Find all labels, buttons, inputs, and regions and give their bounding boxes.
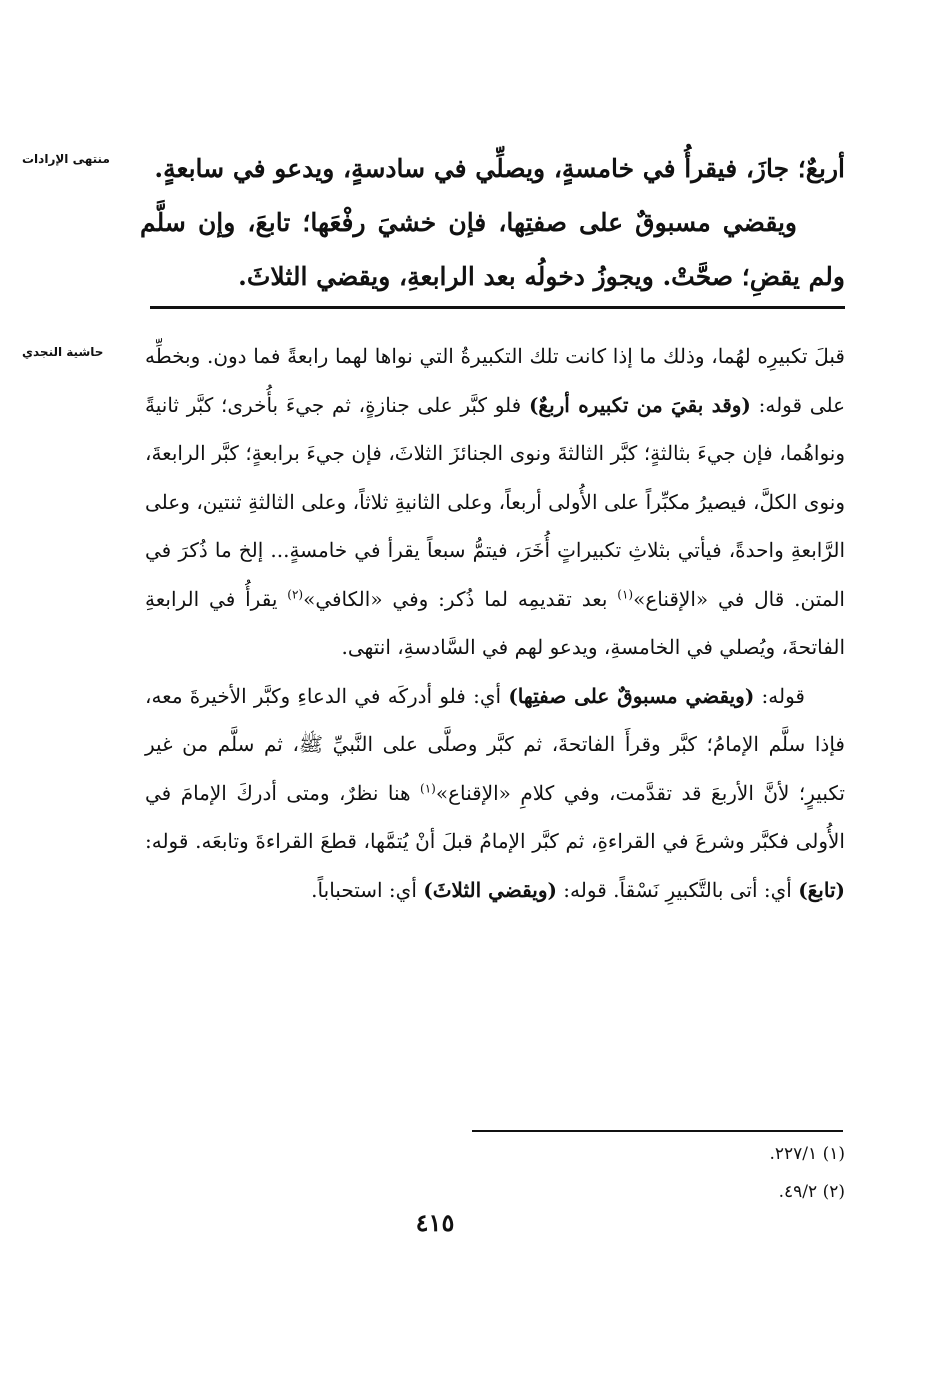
matn-paragraph-1: أربعٌ؛ جازَ، فيقرأُ في خامسةٍ، ويصلِّي في سادسةٍ، ويدعو في سابعةٍ. bbox=[154, 154, 845, 183]
hashiya-paragraph-1 bbox=[145, 332, 845, 672]
hashiya-p2-bold-quote-1: (ويقضي مسبوقٌ على صفتِها) bbox=[508, 683, 755, 708]
hashiya-p2-text-2: أي: فلو أدركَه في الدعاءِ وكبَّر الأخيرةَ معه، فإذا سلَّم الإمامُ؛ كبَّر وقرأَ الفاتحةَ، ثم كبَّر وصلَّى على النَّبيِّ ﷺ، ثم سلَّم من غير تكبيرٍ؛ لأنَّ الأربعَ قد تقدَّمت، وفي كلامِ «الإقناع» bbox=[145, 683, 845, 805]
footnote-divider-rule bbox=[472, 1130, 843, 1132]
hashiya-p2-text-3: هنا نظرٌ، ومتى أدركَ الإمامَ في الأُولى فكبَّر وشرعَ في القراءةِ، ثم كبَّر الإمامُ قبلَ أنْ يُتمَّها، قطعَ القراءةَ وتابعَه. قوله: bbox=[145, 780, 845, 853]
hashiya-p1-bold-quote: (وقد بقيَ من تكبيره أربعٌ) bbox=[528, 392, 751, 417]
footnote-ref-1: (١) bbox=[617, 586, 634, 601]
matn-side-label: منتهى الإرادات bbox=[22, 152, 110, 166]
hashiya-side-label: حاشية النجدي bbox=[22, 345, 104, 359]
section-divider-rule bbox=[150, 306, 845, 309]
hashiya-p2-bold-quote-3: (ويقضي الثلاثَ) bbox=[423, 877, 557, 902]
matn-text-block bbox=[140, 142, 845, 304]
footnote-2: (٢) ٤٩/٢. bbox=[778, 1182, 845, 1202]
hashiya-p1-text-2: فلو كبَّر على جنازةٍ، ثم جيءَ بأُخرى؛ كبَّر ثانيةً ونواهُما، فإن جيءَ بثالثةٍ؛ كبَّر الثالثةَ ونوى الجنائزَ الثلاثَ، فإن جيءَ برابعةٍ؛ كبَّر الرابعةَ، ونوى الكلَّ، فيصيرُ مكبِّراً على الأُولى أربعاً، وعلى الثانيةِ ثلاثاً، وعلى الثالثةِ ثنتين، وعلى الرَّابعةِ واحدةً، فيأتي بثلاثِ تكبيراتٍ أُخَرَ، فيتمُّ سبعاً يقرأ في خامسةٍ... إلخ ما ذُكرَ في المتن. قال في «الإقناع» bbox=[145, 392, 845, 611]
hashiya-p1-text-1: قبلَ تكبيرِه لهُما، وذلك ما إذا كانت تلك التكبيرةُ التي نواها لهما رابعةً فما دون. وبخطِّه على قوله: bbox=[145, 344, 846, 417]
page-number: ٤١٥ bbox=[415, 1208, 455, 1237]
footnote-1: (١) ٢٢٧/١. bbox=[769, 1144, 845, 1164]
matn-paragraph-2: ويقضي مسبوقٌ على صفتِها، فإن خشيَ رفْعَها؛ تابعَ، وإن سلَّم ولم يقضِ؛ صحَّتْ. ويجوزُ دخولُه بعد الرابعةِ، ويقضي الثلاثَ. bbox=[140, 208, 845, 291]
hashiya-p2-bold-quote-2: (تابعَ) bbox=[798, 877, 845, 902]
footnote-ref-2: (٢) bbox=[287, 586, 304, 601]
hashiya-p2-text-1: قوله: bbox=[754, 683, 805, 708]
hashiya-p1-text-3: بعد تقديمِه لما ذُكر: وفي «الكافي» bbox=[303, 586, 618, 611]
hashiya-p2-text-4: أي: أتى بالتَّكبيرِ نَسْقاً. قوله: bbox=[556, 877, 799, 902]
hashiya-p2-text-5: أي: استحباباً. bbox=[311, 877, 424, 902]
hashiya-p1-text-4: يقرأُ في الرابعةِ الفاتحةَ، ويُصلي في الخامسةِ، ويدعو لهم في السَّادسةِ، انتهى. bbox=[145, 586, 845, 659]
hashiya-text-block bbox=[145, 332, 845, 914]
footnotes-block bbox=[470, 1135, 845, 1211]
footnote-ref-1-again: (١) bbox=[420, 780, 436, 795]
hashiya-paragraph-2 bbox=[145, 672, 845, 915]
